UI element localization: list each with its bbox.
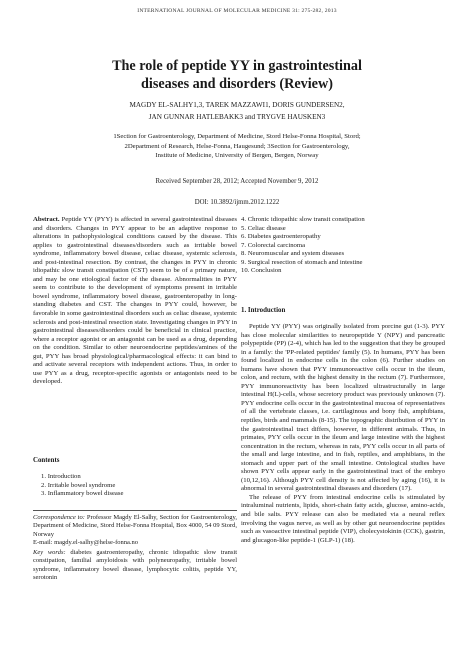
author-list (40, 100, 434, 123)
introduction-paragraph-2: The release of PYY from intestinal endocrine cells is stimulated by intraluminal nutrients, lipids, short-chain fatty acids, glucose, amino-acids, and bile salts. PYY release can also be mediated via a neural reflex involving the vagus nerve, as well as by other gut neuroendocrine peptides such as vasoactive intestinal peptide (VIP), cholecystokinin (CCK), gastrin, and glucagon-like peptide-1 (GLP-1) (18). (241, 493, 445, 544)
correspondence-label: Correspondence to: (33, 514, 85, 521)
keywords-footnote (33, 549, 237, 582)
introduction-body (241, 323, 445, 545)
abstract-label: Abstract. (33, 216, 60, 223)
keywords-text: diabetes gastroenteropathy, chronic idiopathic slow transit constipation, familial amyloidosis with polyneuropathy, irritable bowel syndrome, inflammatory bowel disease, lymphocytic colitis, peptide YY, serotonin (33, 549, 237, 581)
abstract-text: Peptide YY (PYY) is affected in several gastrointestinal diseases and disorders. Changes in PYY appear to be an adaptive response to alterations in pathophysiological conditions caused by the disease. This applies to gastrointestinal diseases/disorders such as irritable bowel syndrome, inflammatory bowel disease, celiac disease, systemic sclerosis, and post-intestinal resection. By contrast, the changes in PYY in chronic idiopathic slow transit constipation (CST) seem to be of a primary nature, and may be one etiological factor of the disease. Abnormalities in PYY seem to contribute to the development of symptoms present in irritable bowel syndrome, inflammatory bowel disease, gastroenteropathy in long-standing diabetes and CST. The changes in PYY could, however, be favorable in some gastrointestinal disorders such as celiac disease, systemic sclerosis and post-intestinal resection state. Investigating changes in PYY in gastrointestinal diseases/disorders could be beneficial in clinical practice, where a receptor agonist or an antagonist can be used as a drug, depending on the condition. Similar to other neuroendocrine peptides/amines of the gut, PYY has broad physiological/pharmacological effects: it can bind to and activate several receptors with independent actions. Thus, in order to use PYY as a drug, receptor-specific agonists or antagonists need to be developed. (33, 216, 238, 386)
keywords-label: Key words: (33, 549, 66, 556)
authors-line-2: JAN GUNNAR HATLEBAKK3 and TRYGVE HAUSKEN3 (148, 112, 326, 121)
title-line-2: diseases and disorders (Review) (141, 75, 333, 92)
toc-item-neuromuscular[interactable]: 8. Neuromuscular and system diseases (241, 250, 345, 258)
toc-item-ibd[interactable]: 3. Inflammatory bowel disease (41, 490, 124, 498)
toc-item-diabetes[interactable]: 6. Diabetes gastroenteropathy (241, 233, 321, 241)
doi-link[interactable]: DOI: 10.3892/ijmm.2012.1222 (194, 199, 280, 206)
affiliation-line-3: Institute of Medicine, University of Bergen, Bergen, Norway (155, 152, 319, 160)
abstract-section (33, 216, 237, 387)
correspondence-footnote (33, 514, 237, 547)
toc-item-cst[interactable]: 4. Chronic idiopathic slow transit constipation (241, 216, 365, 223)
received-accepted-dates: Received September 28, 2012; Accepted November 9, 2012 (155, 178, 319, 185)
correspondence-text: Professor Magdy El-Salhy, Section for Gastroenterology, Department of Medicine, Stord Helse-Fonna Hospital, Box 4000, 54 09 Stord, Norway (33, 514, 237, 538)
toc-item-celiac[interactable]: 5. Celiac disease (241, 224, 286, 232)
contents-list-right (241, 216, 445, 276)
correspondence-email[interactable]: E-mail: magdy.el-salhy@helse-fonna.no (33, 538, 139, 546)
affiliation-line-2: 2Department of Research, Helse-Fonna, Haugesund; 3Section for Gastroenterology, (124, 142, 350, 150)
contents-list-left (33, 473, 237, 499)
toc-item-resection[interactable]: 9. Surgical resection of stomach and intestine (241, 258, 363, 266)
toc-item-conclusion[interactable]: 10. Conclusion (241, 267, 282, 275)
footnote-divider (33, 510, 237, 511)
introduction-paragraph-1: Peptide YY (PYY) was originally isolated from porcine gut (1-3). PYY has close molecular similarities to neuropeptide Y (NPY) and pancreatic polypeptide (PP) (2-4), which has led to the suggestion that they be grouped in a family: the 'PP-related peptides' family (5). In humans, PYY has been found localized in endocrine cells in the colon (6). Further studies on humans have shown that PYY immunoreactive cells occur in the ileum, colon, and rectum, with the highest density in the rectum (7). Furthermore, PYY immunoreactivity has been localized ultrastructurally in large intestinal H(L)-cells, whose secretory product was previously unknown (7). PYY endocrine cells occur in the gastrointestinal mucosa of representatives of all the vertebrate classes, i.e. cartilaginous and bony fish, amphibians, reptiles, birds and mammals (8-15). The topographic distribution of PYY in the gastrointestinal tract differs, however, in different animals. Thus, in primates, PYY cells occur in the ileum and large intestine with the highest concentration in the rectum, whereas in rats, PYY cells occur in all parts of the small and large intestine, and in fish, reptiles, and amphibians, in the stomach and upper part of the small intestine. Ontological studies have shown PYY cells appear early in the gastrointestinal tract of the embryo (10,12,16). Although PYY cell density is not affected by aging (16), it is abnormal in several gastrointestinal diseases and disorders (17). (241, 323, 445, 493)
running-head: INTERNATIONAL JOURNAL OF MOLECULAR MEDICINE 31: 275-282, 2013 (137, 8, 337, 14)
introduction-heading: 1. Introduction (241, 307, 286, 314)
contents-heading: Contents (33, 457, 60, 464)
toc-item-colorectal[interactable]: 7. Colorectal carcinoma (241, 241, 306, 249)
toc-item-ibs[interactable]: 2. Irritable bowel syndrome (41, 481, 116, 489)
toc-item-introduction[interactable]: 1. Introduction (41, 473, 81, 480)
affiliations (40, 132, 434, 161)
abstract-paragraph (33, 216, 237, 387)
authors-line-1: MAGDY EL-SALHY1,3, TAREK MAZZAWI1, DORIS GUNDERSEN2, (129, 101, 345, 109)
title-line-1: The role of peptide YY in gastrointestinal (112, 58, 362, 74)
article-title (40, 58, 434, 93)
affiliation-line-1: 1Section for Gastroenterology, Department of Medicine, Stord Helse-Fonna Hospital, Stord; (113, 133, 361, 140)
